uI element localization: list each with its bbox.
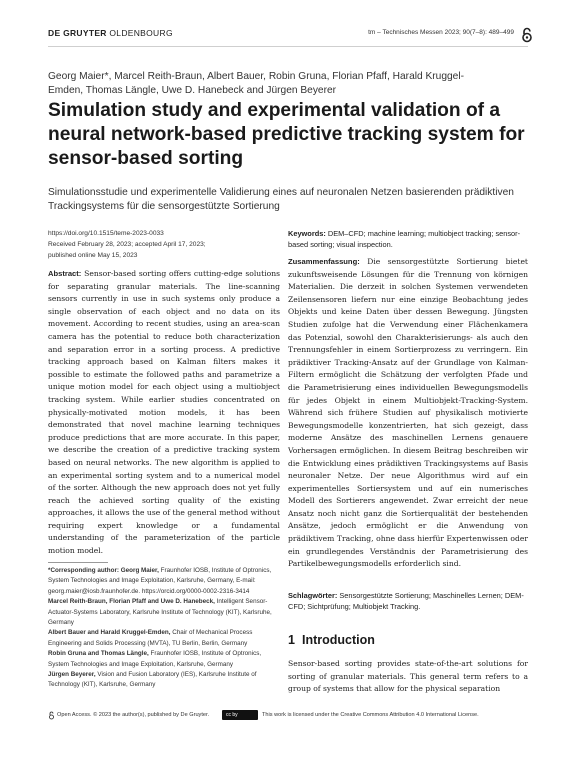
affiliation-note xyxy=(48,670,280,691)
zusammenfassung xyxy=(288,256,528,571)
affiliation-note xyxy=(48,628,280,649)
affiliation-text: Vision and Fusion Laboratory (IES), Karlsruhe Institute of Technology (KIT), Karlsruhe, Germany xyxy=(48,671,257,689)
zusammenfassung-text: Die sensorgestützte Sortierung bietet zukunftsweisende Lösungen für die Trennung von körnigen Materialien. Die derzeit in solchen Systemen verwendeten Zeilensensoren liefern nur eine einzige Beobachtung jedes Objekts und keine Daten über dessen Bewegung. Jüngsten Studien zufolge hat die Verwendung einer Flächenkamera das Potenzial, sowohl den Charakterisierungs- als auch den Trennungsfehler in einem Sortierprozess zu verringern. Ein prädiktiver Tracking-Ansatz auf der Grundlage von Kalman-Filtern ermöglicht die Schätzung der verfolgten Pfade und die Parametrisierung eines individuellen Bewegungsmodells für jedes Objekt in einem Multiobjekt-Tracking-System. Während sich frühere Studien auf physikalisch motivierte Bewegungsmodelle konzentrierten, hat sich gezeigt, dass moderne Ansätze des maschinellen Lernens genauere Vorhersagen ermöglichen. In diesem Beitrag beschreiben wir die Entwicklung eines prädiktiven Trackingsystems auf Basis neuronaler Netze. Der neue Algorithmus wird auf ein experimentelles Sortiersystem und auf ein numerisches Modell des Sortierers angewendet. Zwar erreicht der neue Ansatz noch nicht ganz die Sortierqualität der bestehenden Ansätze, jedoch ermöglicht er die Anwendung von prädiktivem Tracking, ohne dass hierfür Expertenwissen oder ein grundlegendes Verständnis der Parametrisierung des Partikelbewegungsmodells erforderlich sind. xyxy=(288,257,528,569)
author-footnotes xyxy=(48,566,280,691)
schlagwoerter-label: Schlagwörter: xyxy=(288,591,338,600)
schlagwoerter-text: Sensorgestützte Sortierung; Maschinelles Lernen; DEM-CFD; Sichtprüfung; Multiobjekt Tracking. xyxy=(288,591,524,612)
footnote-divider xyxy=(48,562,108,563)
abstract xyxy=(48,268,280,558)
affiliation-text: Intelligent Sensor-Actuator-Systems Laboratory, Karlsruhe Institute of Technology (KIT), Karlsruhe, Germany xyxy=(48,598,272,627)
affiliation-text: Fraunhofer IOSB, Institute of Optronics, System Technologies and Image Exploitation, Karlsruhe, Germany xyxy=(48,650,262,668)
affiliation-note xyxy=(48,649,280,670)
keywords-label: Keywords: xyxy=(288,229,326,238)
keywords-text: DEM–CFD; machine learning; multiobject tracking; sensor-based sorting; visual inspection. xyxy=(288,229,521,250)
article-meta xyxy=(48,228,278,261)
affiliation-label: Robin Gruna and Thomas Längle, xyxy=(48,650,149,658)
section-number: 1 xyxy=(288,633,295,647)
open-access-icon xyxy=(520,27,534,43)
paper-title: Simulation study and experimental validation of a neural network-based predictive tracking system for sensor-based sorting xyxy=(48,100,525,169)
open-access-statement: Open Access. © 2023 the author(s), published by De Gruyter. xyxy=(57,712,210,718)
affiliation-note xyxy=(48,597,280,628)
abstract-label: Abstract: xyxy=(48,269,82,278)
publisher-rest: OLDENBOURG xyxy=(106,28,173,38)
abstract-text: Sensor-based sorting offers cutting-edge solutions for separating granular materials. The line-scanning sensors currently in use in such systems only produce a single observation of each object and no data on its movement. According to recent studies, using an area-scan camera has the potential to reduce both characterization and separation error in a sorting process. A predictive tracking approach based on Kalman filters makes it possible to estimate the followed paths and parametrize a unique motion model for each object using a multiobject tracking system. While earlier studies concentrated on physically-motivated motion models, it has been demonstrated that novel machine learning techniques produce predictions that are more accurate. In this paper, we describe the creation of a predictive tracking system based on neural networks. The new algorithm is applied to an experimental sorting system and to a numerical model of the sorter. Although the new approach does not yet fully reach the achieved sorting quality of the existing approaches, it allows the use of the general method without requiring expert knowledge or a fundamental understanding of the parameterization of the particle motion model. xyxy=(48,269,280,556)
published-date: published online May 15, 2023 xyxy=(48,252,138,259)
introduction-text: Sensor-based sorting provides state-of-the-art solutions for sorting of granular materials. This general term refers to a group of systems that allow for the physical separation xyxy=(288,659,528,694)
open-access-icon xyxy=(48,711,55,720)
received-date: Received February 28, 2023; accepted April 17, 2023; xyxy=(48,241,206,248)
affiliation-label: Jürgen Beyerer, xyxy=(48,671,96,679)
publisher-bold: DE GRUYTER xyxy=(48,28,107,38)
license-statement: This work is licensed under the Creative Commons Attribution 4.0 International License. xyxy=(262,712,479,718)
affiliation-text: Chair of Mechanical Process Engineering and Solids Processing (MVTA), TU Berlin, Berlin, Germany xyxy=(48,629,253,647)
doi-link[interactable]: https://doi.org/10.1515/teme-2023-0033 xyxy=(48,230,164,237)
affiliation-label: Albert Bauer and Harald Kruggel-Emden, xyxy=(48,629,171,637)
publisher-name xyxy=(48,28,173,38)
section-heading: Introduction xyxy=(302,633,375,647)
header-divider xyxy=(48,46,528,47)
affiliation-label: Marcel Reith-Braun, Florian Pfaff and Uwe D. Hanebeck, xyxy=(48,598,215,606)
license-footer xyxy=(48,710,528,722)
cc-by-license-badge[interactable] xyxy=(222,710,258,720)
corresponding-author-label: *Corresponding author: Georg Maier, xyxy=(48,567,159,574)
corresponding-author-note xyxy=(48,566,280,597)
schlagwoerter xyxy=(288,590,528,612)
zusammenfassung-label: Zusammenfassung: xyxy=(288,257,360,266)
page-header xyxy=(48,28,528,42)
paper-subtitle-german: Simulationsstudie und experimentelle Validierung eines auf neuronalen Netzen basierenden prädiktiven Trackingsystems für die sensorgestützte Sortierung xyxy=(48,187,514,212)
corresponding-author-text: Fraunhofer IOSB, Institute of Optronics, System Technologies and Image Exploitation, Karlsruhe, Germany, E-mail: georg.maier@iosb.fraunhofer.de. https://orcid.org/0000-0002-2316-3414 xyxy=(48,567,272,595)
keywords xyxy=(288,228,528,250)
author-list: Georg Maier*, Marcel Reith-Braun, Albert Bauer, Robin Gruna, Florian Pfaff, Harald Kruggel-Emden, Thomas Längle, Uwe D. Hanebeck and Jürgen Beyerer xyxy=(48,71,464,96)
journal-citation: tm – Technisches Messen 2023; 90(7–8): 489–499 xyxy=(368,29,514,36)
cc-by-badge-text: cc by xyxy=(226,712,238,718)
